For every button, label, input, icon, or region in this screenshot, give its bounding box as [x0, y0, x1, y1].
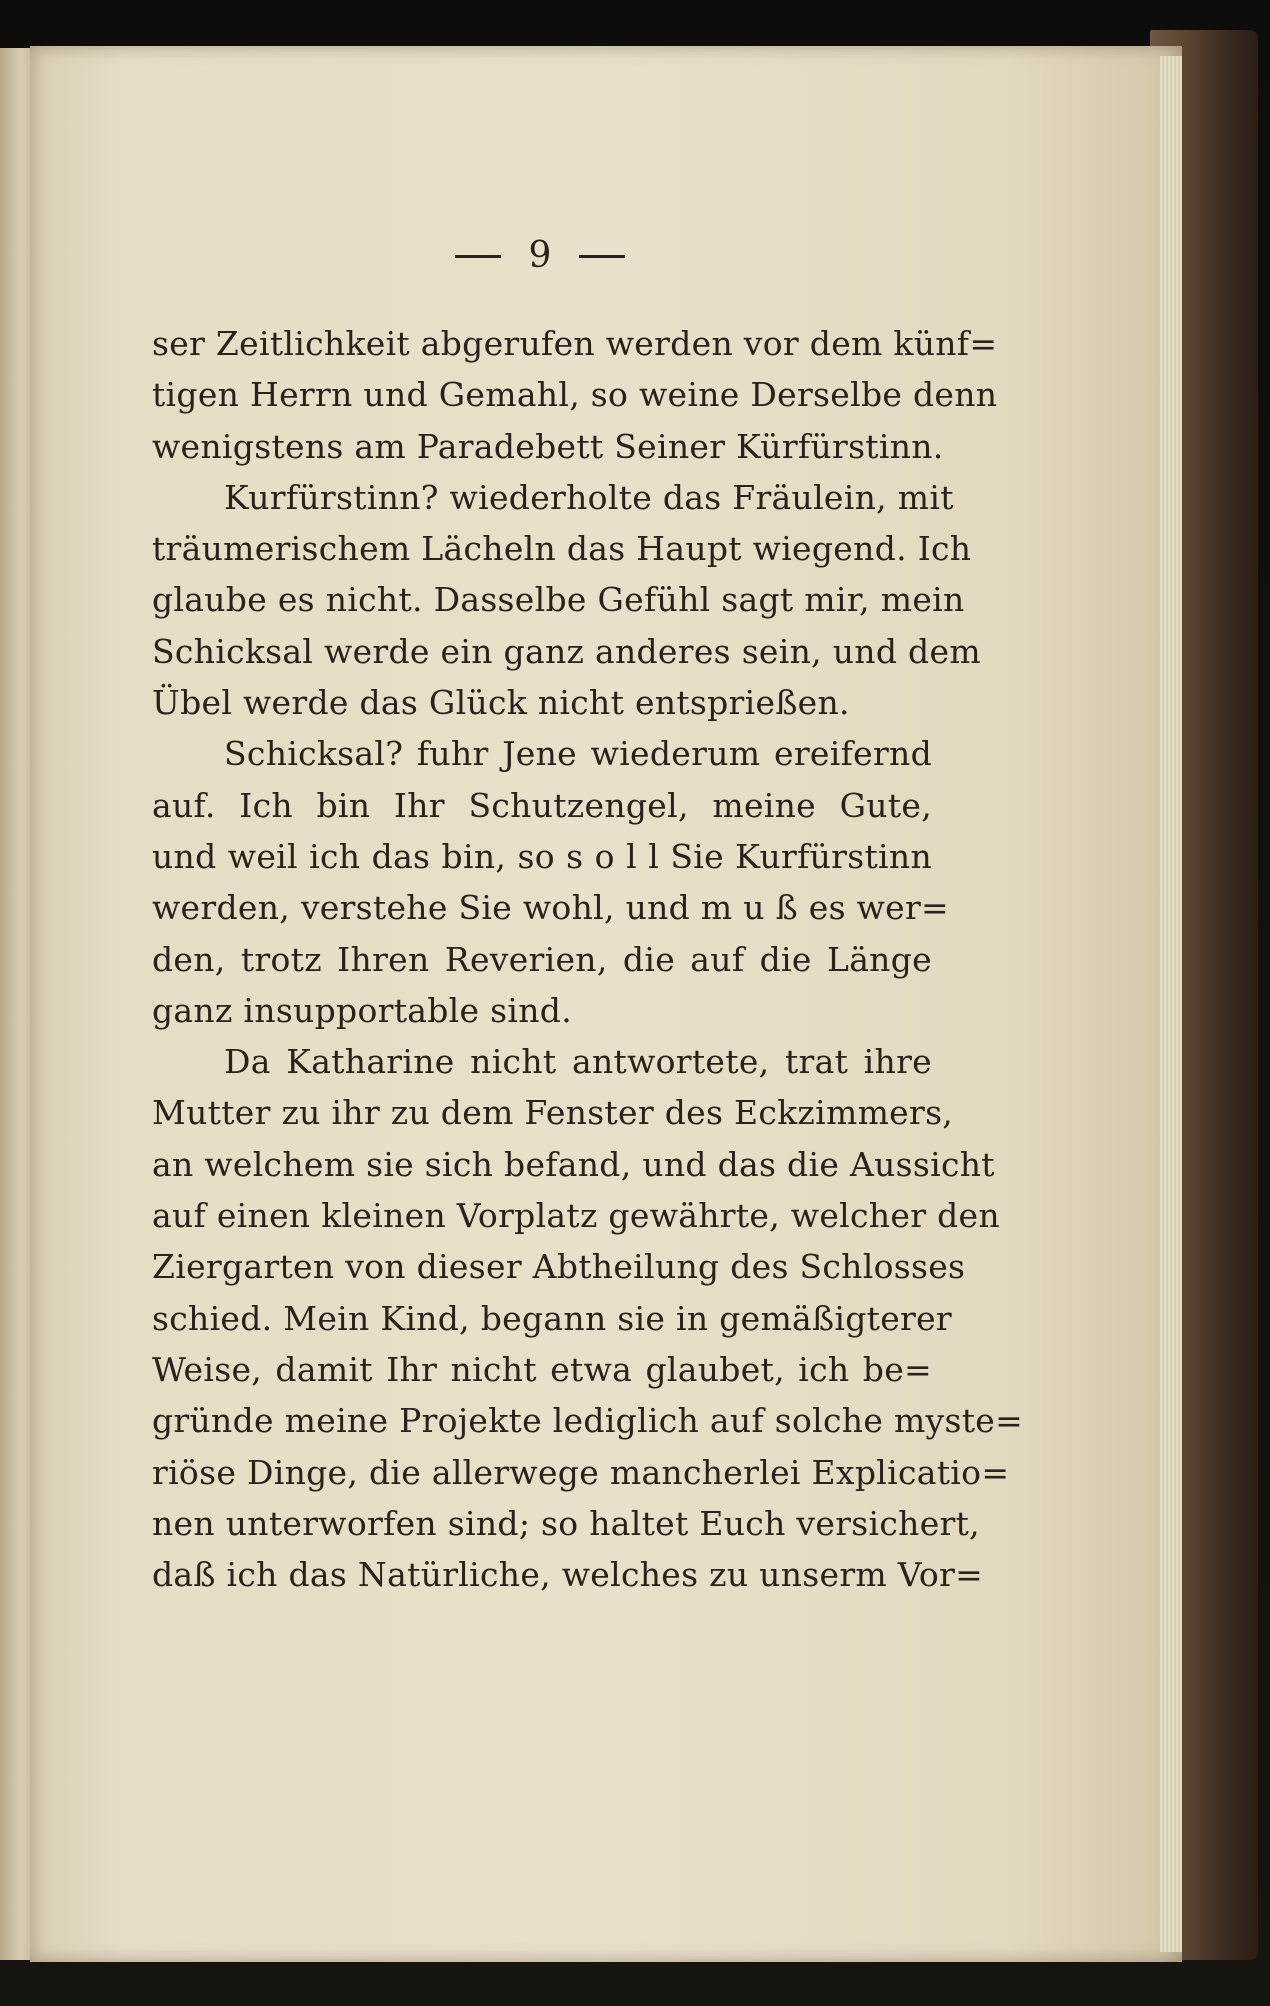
- text-line: auf. Ich bin Ihr Schutzengel, meine Gute,: [152, 785, 932, 825]
- header-dash-left: [455, 255, 501, 258]
- text-line: auf einen kleinen Vorplatz gewährte, welcher den: [152, 1196, 1000, 1236]
- header-dash-right: [579, 255, 625, 258]
- text-line: werden, verstehe Sie wohl, und m u ß es wer=: [152, 888, 949, 928]
- text-line: Übel werde das Glück nicht entsprießen.: [152, 683, 850, 723]
- text-line: gründe meine Projekte lediglich auf solche myste=: [152, 1401, 1024, 1441]
- text-line: ser Zeitlichkeit abgerufen werden vor dem künf=: [152, 324, 998, 363]
- text-line: Schicksal? fuhr Jene wiederum ereifernd: [224, 734, 932, 774]
- facing-page-edge: [0, 48, 34, 1960]
- page-number: 9: [528, 235, 552, 276]
- page-stack-edge: [1160, 56, 1182, 1952]
- body-text: [152, 318, 1024, 1600]
- page-header: [380, 226, 700, 286]
- text-line: Weise, damit Ihr nicht etwa glaubet, ich be=: [152, 1349, 932, 1389]
- text-line: wenigstens am Paradebett Seiner Kürfürstinn.: [152, 426, 944, 466]
- text-line: ganz insupportable sind.: [152, 990, 573, 1030]
- text-line: tigen Herrn und Gemahl, so weine Derselbe denn: [152, 375, 998, 415]
- text-line: glaube es nicht. Dasselbe Gefühl sagt mir, mein: [152, 580, 965, 620]
- text-line: den, trotz Ihren Reverien, die auf die Länge: [152, 939, 932, 979]
- text-line: Kurfürstinn? wiederholte das Fräulein, mit: [224, 477, 954, 517]
- text-line: an welchem sie sich befand, und das die Aussicht: [152, 1144, 995, 1184]
- text-line: daß ich das Natürliche, welches zu unserm Vor=: [152, 1555, 984, 1595]
- text-line: riöse Dinge, die allerwege mancherlei Explicatio=: [152, 1452, 1010, 1492]
- text-line: Mutter zu ihr zu dem Fenster des Eckzimmers,: [152, 1093, 954, 1133]
- text-line: träumerischem Lächeln das Haupt wiegend. Ich: [152, 529, 972, 569]
- text-line: Schicksal werde ein ganz anderes sein, und dem: [152, 631, 981, 671]
- text-line: Ziergarten von dieser Abtheilung des Schlosses: [152, 1247, 966, 1287]
- text-line: Da Katharine nicht antwortete, trat ihre: [224, 1042, 932, 1082]
- text-line: schied. Mein Kind, begann sie in gemäßigterer: [152, 1298, 953, 1338]
- text-line: nen unterworfen sind; so haltet Euch versichert,: [152, 1503, 980, 1543]
- text-line: und weil ich das bin, so s o l l Sie Kurfürstinn: [152, 836, 932, 876]
